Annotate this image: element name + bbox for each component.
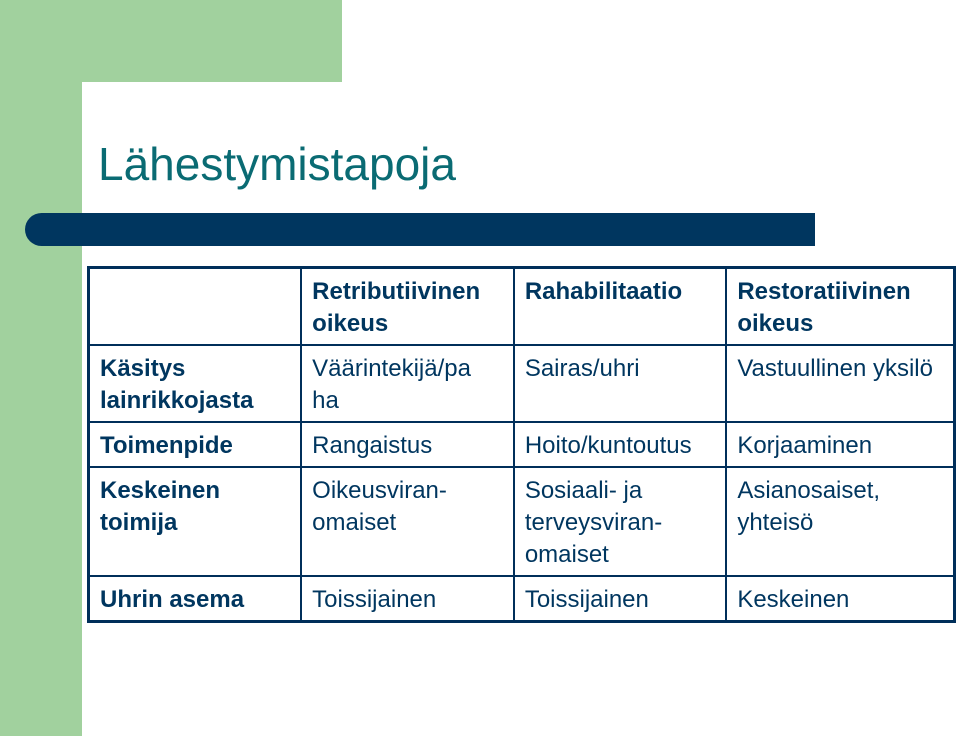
table-cell: Rangaistus bbox=[301, 422, 514, 467]
column-header-rehabilitation: Rahabilitaatio bbox=[514, 268, 727, 346]
table-cell: Väärintekijä/pa ha bbox=[301, 345, 514, 422]
table-cell: Sairas/uhri bbox=[514, 345, 727, 422]
table-header-row bbox=[89, 268, 955, 346]
table-cell: Hoito/kuntoutus bbox=[514, 422, 727, 467]
row-header: Toimenpide bbox=[89, 422, 302, 467]
table-cell: Sosiaali- ja terveysviran- omaiset bbox=[514, 467, 727, 576]
column-header-restorative: Restoratiivinen oikeus bbox=[726, 268, 954, 346]
table-row bbox=[89, 345, 955, 422]
row-header: Käsitys lainrikkojasta bbox=[89, 345, 302, 422]
table-cell: Toissijainen bbox=[301, 576, 514, 622]
table-corner-cell bbox=[89, 268, 302, 346]
table-row bbox=[89, 467, 955, 576]
row-header: Keskeinen toimija bbox=[89, 467, 302, 576]
table-cell: Keskeinen bbox=[726, 576, 954, 622]
slide-title: Lähestymistapoja bbox=[98, 138, 456, 190]
comparison-table bbox=[87, 266, 956, 623]
table-cell: Asianosaiset, yhteisö bbox=[726, 467, 954, 576]
row-header: Uhrin asema bbox=[89, 576, 302, 622]
decor-green-band bbox=[0, 0, 82, 736]
column-header-retributive: Retributiivinen oikeus bbox=[301, 268, 514, 346]
table-row bbox=[89, 576, 955, 622]
decor-green-top bbox=[0, 0, 342, 82]
table-row bbox=[89, 422, 955, 467]
table-cell: Korjaaminen bbox=[726, 422, 954, 467]
table-cell: Toissijainen bbox=[514, 576, 727, 622]
title-underline-bar bbox=[25, 213, 815, 246]
table-cell: Oikeusviran- omaiset bbox=[301, 467, 514, 576]
table-cell: Vastuullinen yksilö bbox=[726, 345, 954, 422]
